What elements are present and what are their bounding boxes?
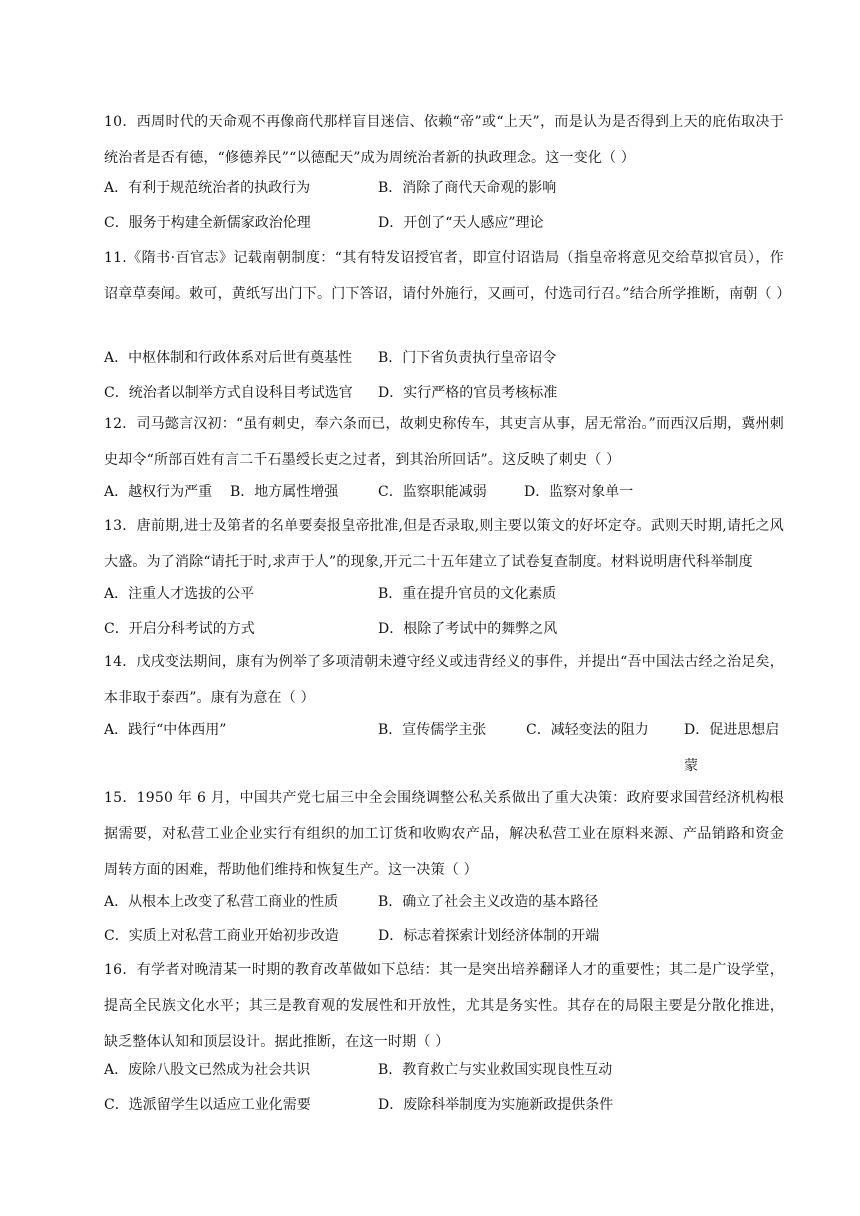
question-13-options-row-2	[104, 611, 784, 647]
question-14-options-row	[104, 712, 784, 774]
option-b[interactable]: B．宣传儒学主张	[378, 722, 487, 738]
option-b[interactable]: B．地方属性增强	[230, 484, 339, 500]
question-12-options-row	[104, 474, 784, 510]
question-11-stem: 11.《隋书·百官志》记载南朝制度：“其有特发诏授官者，即宣付诏诰局（指皇帝将意见交给草拟官员），作诏章草奏闻。敕可，黄纸写出门下。门下答诏，请付外施行，又画可，付选司行召。”结合所学推断，南朝（ ）	[104, 250, 791, 302]
option-a[interactable]: A．从根本上改变了私营工商业的性质	[104, 894, 339, 910]
question-16-stem: 16．有学者对晚清某一时期的教育改革做如下总结：其一是突出培养翻译人才的重要性；其二是广设学堂，提高全民族文化水平；其三是教育观的发展性和开放性，尤其是务实性。其存在的局限主要是分散化推进，缺乏整体认知和顶层设计。据此推断，在这一时期（ ）	[104, 962, 784, 1050]
option-d[interactable]: D．监察对象单一	[524, 484, 634, 500]
question-15-options-row-1	[104, 884, 784, 920]
option-d[interactable]: D．标志着探索计划经济体制的开端	[378, 928, 600, 944]
option-a[interactable]: A．注重人才选拔的公平	[104, 586, 255, 602]
question-10-stem: 10．西周时代的天命观不再像商代那样盲目迷信、依赖“帝”或“上天”，而是认为是否得到上天的庇佑取决于统治者是否有德，“修德养民”“以德配天”成为周统治者新的执政理念。这一变化（ ）	[104, 114, 784, 166]
option-b[interactable]: B．消除了商代天命观的影响	[378, 180, 557, 196]
option-b[interactable]: B．教育救亡与实业救国实现良性互动	[378, 1062, 613, 1078]
option-c[interactable]: C．监察职能减弱	[378, 484, 487, 500]
question-13-options-row-1	[104, 576, 784, 612]
option-a[interactable]: A．废除八股文已然成为社会共识	[104, 1062, 311, 1078]
option-c[interactable]: C．减轻变法的阻力	[526, 722, 649, 738]
option-c[interactable]: C．统治者以制举方式自设科目考试选官	[104, 385, 353, 401]
option-d[interactable]: D．开创了“天人感应”理论	[378, 215, 544, 231]
option-d[interactable]: D．废除科举制度为实施新政提供条件	[378, 1097, 614, 1113]
option-d[interactable]: D．促进思想启蒙	[684, 722, 780, 774]
question-10-options-row-2	[104, 205, 784, 241]
question-15-options-row-2	[104, 918, 784, 954]
question-13-stem: 13．唐前期,进士及第者的名单要奏报皇帝批准,但是否录取,则主要以策文的好坏定夺。武则天时期,请托之风大盛。为了消除“请托于时,求声于人”的现象,开元二十五年建立了试卷复查制度。材料说明唐代科举制度	[104, 518, 784, 570]
question-10-options-row-1	[104, 170, 784, 206]
option-b[interactable]: B．确立了社会主义改造的基本路径	[378, 894, 599, 910]
option-d[interactable]: D．实行严格的官员考核标准	[378, 385, 558, 401]
option-c[interactable]: C．开启分科考试的方式	[104, 621, 255, 637]
option-c[interactable]: C．选派留学生以适应工业化需要	[104, 1097, 311, 1113]
option-a[interactable]: A．践行“中体西用”	[104, 722, 227, 738]
option-a[interactable]: A．有利于规范统治者的执政行为	[104, 180, 311, 196]
question-16-options-row-1	[104, 1052, 784, 1088]
question-16-options-row-2	[104, 1087, 784, 1123]
option-a[interactable]: A．越权行为严重	[104, 484, 213, 500]
question-15-stem: 15．1950 年 6 月，中国共产党七届三中全会围绕调整公私关系做出了重大决策：政府要求国营经济机构根据需要，对私营工业企业实行有组织的加工订货和收购农产品，解决私营工业在原料来源、产品销路和资金周转方面的困难，帮助他们维持和恢复生产。这一决策（ ）	[104, 790, 784, 878]
option-b[interactable]: B．重在提升官员的文化素质	[378, 586, 557, 602]
option-d[interactable]: D．根除了考试中的舞弊之风	[378, 621, 558, 637]
question-14-stem: 14．戊戌变法期间，康有为例举了多项清朝未遵守经义或违背经义的事件，并提出“吾中国法古经之治足矣，本非取于泰西”。康有为意在（ ）	[104, 654, 784, 706]
option-c[interactable]: C．服务于构建全新儒家政治伦理	[104, 215, 311, 231]
question-12-stem: 12．司马懿言汉初：“虽有刺史，奉六条而已，故刺史称传车，其吏言从事，居无常治。”而西汉后期，冀州刺史却令“所部百姓有言二千石墨绶长吏之过者，到其治所回话”。这反映了刺史（ ）	[104, 416, 784, 468]
option-b[interactable]: B．门下省负责执行皇帝诏令	[378, 350, 557, 366]
option-c[interactable]: C．实质上对私营工商业开始初步改造	[104, 928, 339, 944]
option-a[interactable]: A．中枢体制和行政体系对后世有奠基性	[104, 350, 353, 366]
question-11-options-row-1	[104, 340, 784, 376]
